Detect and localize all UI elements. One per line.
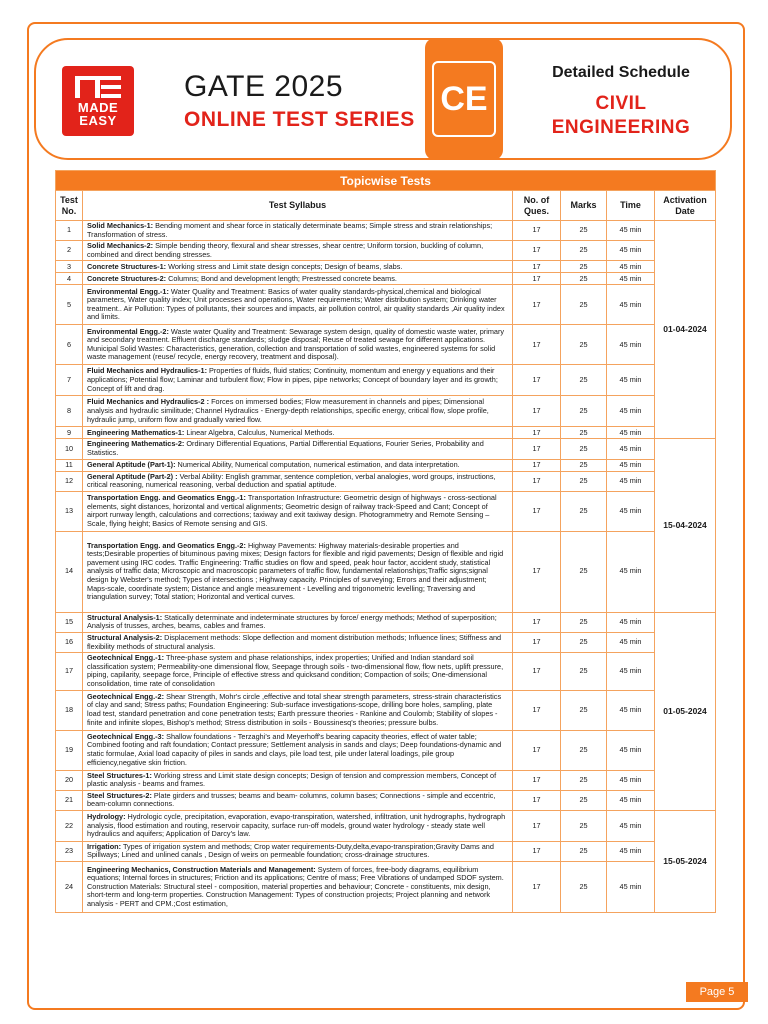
marks: 25 — [561, 612, 607, 632]
table-row — [56, 690, 716, 730]
test-number: 21 — [56, 790, 83, 810]
marks: 25 — [561, 730, 607, 770]
schedule-table — [55, 170, 716, 913]
test-number: 12 — [56, 471, 83, 491]
table-row — [56, 285, 716, 325]
duration: 45 min — [607, 810, 655, 841]
duration: 45 min — [607, 841, 655, 861]
syllabus-detail: Working stress and Limit state design concepts; Design of tension and compression members, Concept of plastic analysis - beams and frames. — [87, 770, 497, 789]
syllabus-topic: Structural Analysis-2: — [87, 632, 163, 642]
syllabus-detail: System of forces, free-body diagrams, equilibrium equations; Internal forces in structures; Friction and its applications; Centre of mass; Free Vibrations of undamped SDOF system. Construction Materials: Structural steel - composition, material properties and behaviour; Concrete - constituents, mix design, short-term and long-term properties. Construction Management: Types of construction projects; Project planning and network analysis - PERT and CPM.;Cost estimation, — [87, 864, 504, 908]
stream-name-line-1: CIVIL — [595, 93, 647, 114]
page-number-badge: Page 5 — [686, 982, 748, 1002]
table-row — [56, 491, 716, 531]
test-syllabus — [83, 810, 513, 841]
test-number: 18 — [56, 690, 83, 730]
duration: 45 min — [607, 273, 655, 285]
question-count: 17 — [513, 459, 561, 471]
test-syllabus — [83, 690, 513, 730]
syllabus-detail: Statically determinate and indeterminate structures by force/ energy methods; Method of superposition; Analysis of trusses, arches, beams, cables and frames. — [87, 612, 497, 631]
test-number: 22 — [56, 810, 83, 841]
test-syllabus — [83, 612, 513, 632]
activation-date: 15-05-2024 — [655, 810, 716, 912]
table-row — [56, 790, 716, 810]
question-count: 17 — [513, 261, 561, 273]
syllabus-topic: Geotechnical Engg.-3: — [87, 731, 165, 741]
series-title: ONLINE TEST SERIES — [184, 108, 415, 131]
syllabus-detail: Water Quality and Treatment: Basics of water quality standards-physical,chemical and biological parameters, Water quality index; Unit processes and operations, Water requirements; Water distribution system; Drinking water treatment.. Air Pollution: Types of pollutants, their sources and impacts, air pollution control, air quality standards ,Air quality index and limits. — [87, 286, 505, 322]
test-syllabus — [83, 770, 513, 790]
marks: 25 — [561, 439, 607, 459]
syllabus-topic: Transportation Engg. and Geomatics Engg.-2: — [87, 540, 246, 550]
duration: 45 min — [607, 439, 655, 459]
question-count: 17 — [513, 612, 561, 632]
syllabus-detail: Ordinary Differential Equations, Partial Differential Equations, Fourier Series, Probability and Statistics. — [87, 439, 484, 457]
syllabus-topic: Solid Mechanics-2: — [87, 241, 154, 251]
syllabus-detail: Verbal Ability: English grammar, sentence completion, verbal analogies, word groups, instructions, critical reasoning, numerical reasoning, verbal deduction and spatial aptitude. — [87, 471, 496, 490]
table-row — [56, 439, 716, 459]
question-count: 17 — [513, 439, 561, 459]
table-row — [56, 810, 716, 841]
table-row — [56, 653, 716, 690]
table-row — [56, 730, 716, 770]
duration: 45 min — [607, 471, 655, 491]
question-count: 17 — [513, 790, 561, 810]
syllabus-topic: Irrigation: — [87, 841, 122, 851]
table-row — [56, 365, 716, 396]
test-syllabus — [83, 841, 513, 861]
syllabus-detail: Properties of fluids, fluid statics; Continuity, momentum and energy y equations and their applications; Potential flow; Laminar and turbulent flow; Flow in pipes, pipe networks; Concept of boundary layer and its growth; Concept of lift and drag. — [87, 366, 498, 393]
marks: 25 — [561, 632, 607, 652]
syllabus-detail: Hydrologic cycle, precipitation, evaporation, evapo-transpiration, watershed, infiltration, unit hydrographs, hydrograph analysis, flood estimation and routing, reservoir capacity, surface run-off models, ground water hydrology - steady state well hydraulics and aquifers; Application of Darcy's law. — [87, 811, 506, 839]
syllabus-detail: Plate girders and trusses; beams and beam- columns, column bases; Connections - simple and eccentric, beam-column connections. — [87, 790, 496, 809]
gate-title: GATE 2025 — [184, 70, 344, 103]
test-syllabus — [83, 365, 513, 396]
header-syllabus: Test Syllabus — [83, 191, 513, 221]
syllabus-detail: Columns; Bond and development length; Prestressed concrete beams. — [166, 273, 397, 283]
test-syllabus — [83, 221, 513, 241]
syllabus-detail: Transportation Infrastructure: Geometric design of highways - cross-sectional elements, sight distances, horizontal and vertical alignments; Geometric design of railway track-Speed and Cant; Concept of airport runway length, calculations and corrections; taxiway and exit taxiway design. Photogrammetry and Remote Sensing – Scale, flying height; Basics of Remote sensing and GIS. — [87, 493, 497, 528]
duration: 45 min — [607, 325, 655, 365]
marks: 25 — [561, 790, 607, 810]
syllabus-detail: Simple bending theory, flexural and shear stresses, shear centre; Uniform torsion, buckling of column, combined and direct bending stresses. — [87, 241, 484, 259]
table-row — [56, 427, 716, 439]
test-number: 3 — [56, 261, 83, 273]
test-syllabus — [83, 790, 513, 810]
duration: 45 min — [607, 531, 655, 612]
marks: 25 — [561, 653, 607, 690]
table-row — [56, 770, 716, 790]
question-count: 17 — [513, 862, 561, 913]
syllabus-detail: Displacement methods: Slope deflection and moment distribution methods; Influence lines; Stiffness and flexibility methods of structural analysis. — [87, 632, 502, 651]
table-row — [56, 471, 716, 491]
syllabus-detail: Linear Algebra, Calculus, Numerical Methods. — [184, 427, 335, 437]
question-count: 17 — [513, 325, 561, 365]
duration: 45 min — [607, 491, 655, 531]
duration: 45 min — [607, 612, 655, 632]
duration: 45 min — [607, 241, 655, 261]
test-syllabus — [83, 653, 513, 690]
marks: 25 — [561, 427, 607, 439]
syllabus-detail: Working stress and Limit state design concepts; Design of beams, slabs. — [166, 261, 403, 271]
syllabus-topic: Environmental Engg.-2: — [87, 326, 169, 336]
syllabus-topic: Solid Mechanics-1: — [87, 221, 154, 230]
table-row — [56, 459, 716, 471]
syllabus-topic: Engineering Mathematics-2: — [87, 439, 185, 449]
question-count: 17 — [513, 531, 561, 612]
question-count: 17 — [513, 632, 561, 652]
syllabus-detail: Numerical Ability, Numerical computation, numerical estimation, and data interpretation. — [175, 459, 460, 469]
question-count: 17 — [513, 841, 561, 861]
syllabus-detail: Shear Strength, Mohr's circle ,effective and total shear strength parameters, stress-strain characteristics of clay and sand; Stress paths; Foundation Engineering: Sub-surface investigations-scope, drilling bore holes, sampling, plate load test, standard penetration and cone penetration tests; Earth pressure theories - Rankine and Coulomb; Stability of slopes - finite and infinite slopes, Bishop's method; Stress distribution in soils - Boussinesq's theories; pressure bulbs. — [87, 691, 502, 727]
test-syllabus — [83, 241, 513, 261]
marks: 25 — [561, 325, 607, 365]
duration: 45 min — [607, 459, 655, 471]
duration: 45 min — [607, 365, 655, 396]
syllabus-topic: Engineering Mechanics, Construction Materials and Management: — [87, 864, 316, 874]
activation-date: 01-05-2024 — [655, 612, 716, 810]
question-count: 17 — [513, 427, 561, 439]
question-count: 17 — [513, 730, 561, 770]
test-syllabus — [83, 491, 513, 531]
header-questions: No. of Ques. — [513, 191, 561, 221]
test-number: 14 — [56, 531, 83, 612]
test-number: 1 — [56, 221, 83, 241]
syllabus-detail: Shallow foundations - Terzaghi's and Meyerhoff's bearing capacity theories, effect of water table; Combined footing and raft foundation; Contact pressure; Settlement analysis in sands and clays; Deep foundations-dynamic and static formulae, Axial load capacity of piles in sands and clays, pile load test, pile under lateral loadings, pile group efficiency,negative skin friction. — [87, 731, 502, 767]
syllabus-topic: Fluid Mechanics and Hydraulics-1: — [87, 366, 208, 376]
question-count: 17 — [513, 690, 561, 730]
stream-name-line-2: ENGINEERING — [551, 117, 691, 138]
syllabus-detail: Highway Pavements: Highway materials-desirable properties and tests;Desirable properties of bituminous paving mixes; Design factors for flexible and rigid pavements; Design of flexible and rigid pavement using IRC codes. Traffic Engineering: Traffic studies on flow and speed, peak hour factor, accident study, statistical analysis of traffic data; Microscopic and macroscopic parameters of traffic flow, fundamental relationships;Traffic signs;signal design by Webster's method; Types of intersections ; Highway capacity. Principles of surveying; Errors and their adjustment; Maps-scale, coordinate system; Distance and angle measurement - Levelling and trigonometric levelling; Traversing and triangulation survey; Total station; Horizontal and vertical curves. — [87, 540, 504, 602]
marks: 25 — [561, 491, 607, 531]
question-count: 17 — [513, 653, 561, 690]
test-syllabus — [83, 632, 513, 652]
syllabus-topic: Hydrology: — [87, 811, 126, 821]
test-number: 13 — [56, 491, 83, 531]
table-row — [56, 221, 716, 241]
marks: 25 — [561, 221, 607, 241]
duration: 45 min — [607, 653, 655, 690]
duration: 45 min — [607, 770, 655, 790]
duration: 45 min — [607, 261, 655, 273]
marks: 25 — [561, 531, 607, 612]
test-number: 8 — [56, 396, 83, 427]
syllabus-detail: Bending moment and shear force in statically determinate beams; Simple stress and strain relationships; Transformation of stress. — [87, 221, 493, 239]
stream-code: CE — [432, 61, 496, 137]
marks: 25 — [561, 471, 607, 491]
question-count: 17 — [513, 770, 561, 790]
table-row — [56, 261, 716, 273]
question-count: 17 — [513, 221, 561, 241]
test-number: 10 — [56, 439, 83, 459]
syllabus-topic: Transportation Engg. and Geomatics Engg.-1: — [87, 493, 246, 503]
marks: 25 — [561, 690, 607, 730]
table-title: Topicwise Tests — [56, 171, 716, 191]
syllabus-detail: Three-phase system and phase relationships, index properties; Unified and Indian standard soil classification system; Permeability-one dimensional flow, Seepage through soils - two-dimensional flow, flow nets, uplift pressure, piping, capilarity, seepage force, Principle of effective stress and quicksand condition; Compaction of soils; One-dimensional consolidation, time rate of consolidation — [87, 653, 504, 688]
duration: 45 min — [607, 221, 655, 241]
duration: 45 min — [607, 690, 655, 730]
marks: 25 — [561, 273, 607, 285]
schedule-label: Detailed Schedule — [552, 64, 690, 81]
test-number: 24 — [56, 862, 83, 913]
table-row — [56, 273, 716, 285]
duration: 45 min — [607, 730, 655, 770]
duration: 45 min — [607, 427, 655, 439]
syllabus-topic: Fluid Mechanics and Hydraulics-2 : — [87, 397, 210, 407]
test-number: 20 — [56, 770, 83, 790]
test-number: 4 — [56, 273, 83, 285]
test-number: 19 — [56, 730, 83, 770]
header-marks: Marks — [561, 191, 607, 221]
header-activation: Activation Date — [655, 191, 716, 221]
syllabus-detail: Forces on immersed bodies; Flow measurement in channels and pipes; Dimensional analysis and hydraulic similitude; Channel Hydraulics - Energy-depth relationships, specific energy, critical flow, slope profile, hydraulic jump, uniform flow and gradually varied flow. — [87, 397, 489, 424]
page-header — [34, 38, 732, 160]
made-easy-logo — [62, 66, 134, 136]
table-row — [56, 632, 716, 652]
test-syllabus — [83, 273, 513, 285]
logo-mark-icon — [75, 76, 121, 98]
syllabus-topic: Engineering Mathematics-1: — [87, 427, 185, 437]
marks: 25 — [561, 365, 607, 396]
test-syllabus — [83, 439, 513, 459]
question-count: 17 — [513, 491, 561, 531]
marks: 25 — [561, 241, 607, 261]
question-count: 17 — [513, 365, 561, 396]
logo-text-easy: EASY — [79, 112, 117, 128]
table-row — [56, 396, 716, 427]
marks: 25 — [561, 841, 607, 861]
syllabus-topic: General Aptitude (Part-1): — [87, 459, 176, 469]
table-row — [56, 841, 716, 861]
syllabus-topic: Concrete Structures-1: — [87, 261, 167, 271]
test-number: 5 — [56, 285, 83, 325]
test-number: 9 — [56, 427, 83, 439]
question-count: 17 — [513, 471, 561, 491]
marks: 25 — [561, 285, 607, 325]
test-syllabus — [83, 396, 513, 427]
table-body — [56, 221, 716, 913]
syllabus-topic: Steel Structures-1: — [87, 770, 152, 780]
marks: 25 — [561, 396, 607, 427]
test-number: 7 — [56, 365, 83, 396]
syllabus-topic: Steel Structures-2: — [87, 790, 152, 800]
test-syllabus — [83, 427, 513, 439]
duration: 45 min — [607, 285, 655, 325]
test-number: 6 — [56, 325, 83, 365]
syllabus-detail: Waste water Quality and Treatment: Sewarage system design, quality of domestic waste water, primary and secondary treatment. Effluent discharge standards; sludge disposal; Reuse of treated sewage for different applications. Municipal Solid Wastes: Characteristics, generation, collection and transportation of solid wastes, engineered systems for solid waste management (reuse/ recycle, energy recovery, treatment and disposal). — [87, 326, 505, 362]
test-number: 23 — [56, 841, 83, 861]
test-number: 15 — [56, 612, 83, 632]
header-test-no: Test No. — [56, 191, 83, 221]
duration: 45 min — [607, 790, 655, 810]
test-number: 2 — [56, 241, 83, 261]
test-syllabus — [83, 862, 513, 913]
test-number: 17 — [56, 653, 83, 690]
syllabus-topic: Environmental Engg.-1: — [87, 286, 169, 296]
syllabus-detail: Types of irrigation system and methods; Crop water requirements-Duty,delta,evapo-transpiration;Gravity Dams and Spillways; Lined and unlined canals , Design of weirs on permeable foundation; cross-drainage structures. — [87, 841, 494, 860]
stream-code-badge — [425, 38, 503, 160]
marks: 25 — [561, 810, 607, 841]
duration: 45 min — [607, 396, 655, 427]
test-syllabus — [83, 471, 513, 491]
test-syllabus — [83, 325, 513, 365]
table-row — [56, 862, 716, 913]
syllabus-topic: Geotechnical Engg.-2: — [87, 691, 165, 701]
question-count: 17 — [513, 396, 561, 427]
marks: 25 — [561, 770, 607, 790]
table-row — [56, 241, 716, 261]
duration: 45 min — [607, 632, 655, 652]
test-syllabus — [83, 285, 513, 325]
header-time: Time — [607, 191, 655, 221]
stream-name — [514, 92, 728, 140]
test-number: 16 — [56, 632, 83, 652]
activation-date: 01-04-2024 — [655, 221, 716, 439]
activation-date: 15-04-2024 — [655, 439, 716, 612]
test-syllabus — [83, 730, 513, 770]
question-count: 17 — [513, 810, 561, 841]
logo-text-made: MADE — [77, 99, 119, 115]
table-row — [56, 325, 716, 365]
question-count: 17 — [513, 285, 561, 325]
test-number: 11 — [56, 459, 83, 471]
test-syllabus — [83, 261, 513, 273]
table-row — [56, 612, 716, 632]
syllabus-topic: General Aptitude (Part-2) : — [87, 471, 178, 481]
marks: 25 — [561, 862, 607, 913]
syllabus-topic: Geotechnical Engg.-1: — [87, 653, 165, 663]
question-count: 17 — [513, 273, 561, 285]
test-syllabus — [83, 459, 513, 471]
marks: 25 — [561, 261, 607, 273]
question-count: 17 — [513, 241, 561, 261]
table-row — [56, 531, 716, 612]
duration: 45 min — [607, 862, 655, 913]
syllabus-topic: Structural Analysis-1: — [87, 612, 163, 622]
syllabus-topic: Concrete Structures-2: — [87, 273, 167, 283]
test-syllabus — [83, 531, 513, 612]
marks: 25 — [561, 459, 607, 471]
